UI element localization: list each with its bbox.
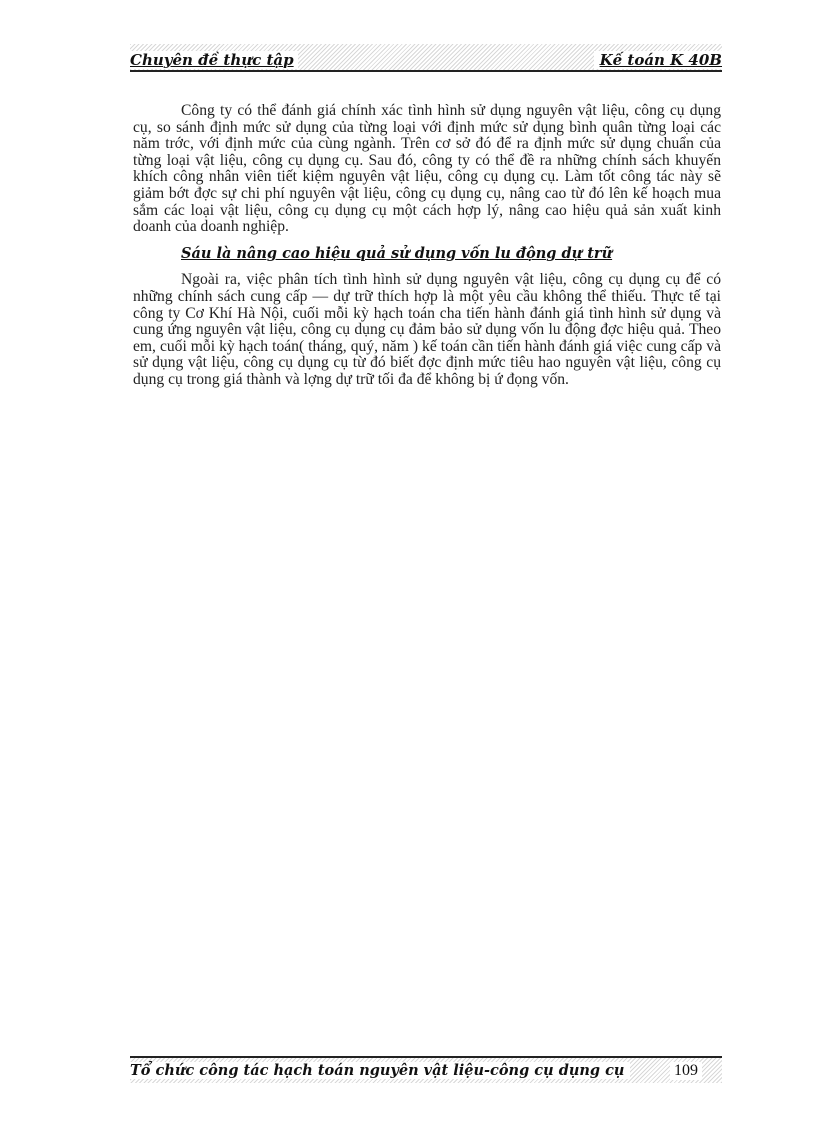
body-paragraph-1: Công ty có thể đánh giá chính xác tình hình sử dụng nguyên vật liệu, công cụ dụng cụ, so sánh định mức sử dụng của từng loại với định mức sử dụng bình quân từng loại các năm trớc, với định mức của cùng ngành. Trên cơ sở đó để ra định mức sử dụng chuẩn của từng loại vật liệu, công cụ dụng cụ. Sau đó, công ty có thể đề ra những chính sách khuyến khích công nhân viên tiết kiệm nguyên vật liệu, công cụ dụng cụ. Làm tốt công tác này sẽ giảm bớt đợc sự chi phí nguyên vật liệu, công cụ dụng cụ, nâng cao từ đó lên kế hoạch mua sắm các loại vật liệu, công cụ dụng cụ một cách hợp lý, nâng cao hiệu quả sản xuất kinh doanh của doanh nghiệp. [133,102,721,236]
section-heading: Sáu là nâng cao hiệu quả sử dụng vốn lu động dự trữ [181,244,613,262]
header-right-title: Kế toán K 40B [594,51,722,69]
page-number: 109 [670,1062,702,1080]
page-header [130,44,722,72]
footer-title: Tổ chức công tác hạch toán nguyên vật liệu-công cụ dụng cụ [130,1062,630,1079]
document-body [133,103,721,389]
body-paragraph-2: Ngoài ra, việc phân tích tình hình sử dụng nguyên vật liệu, công cụ dụng cụ để có những chính sách cung cấp — dự trữ thích hợp là một yêu cầu không thể thiếu. Thực tế tại công ty Cơ Khí Hà Nội, cuối mỗi kỳ hạch toán cha tiến hành đánh giá tình hình sử dụng và cung ứng nguyên vật liệu, công cụ dụng cụ đảm bảo sử dụng vốn lu động đợc hiệu quả. Theo em, cuối mỗi kỳ hạch toán( tháng, quý, năm ) kế toán cần tiến hành đánh giá việc cung cấp và sử dụng vật liệu, công cụ dụng cụ từ đó biết đợc định mức tiêu hao nguyên vật liệu, công cụ dụng cụ trong giá thành và lợng dự trữ tối đa để không bị ứ đọng vốn. [133,271,721,388]
header-left-title: Chuyên đề thực tập [130,51,298,69]
page-footer [130,1056,722,1083]
